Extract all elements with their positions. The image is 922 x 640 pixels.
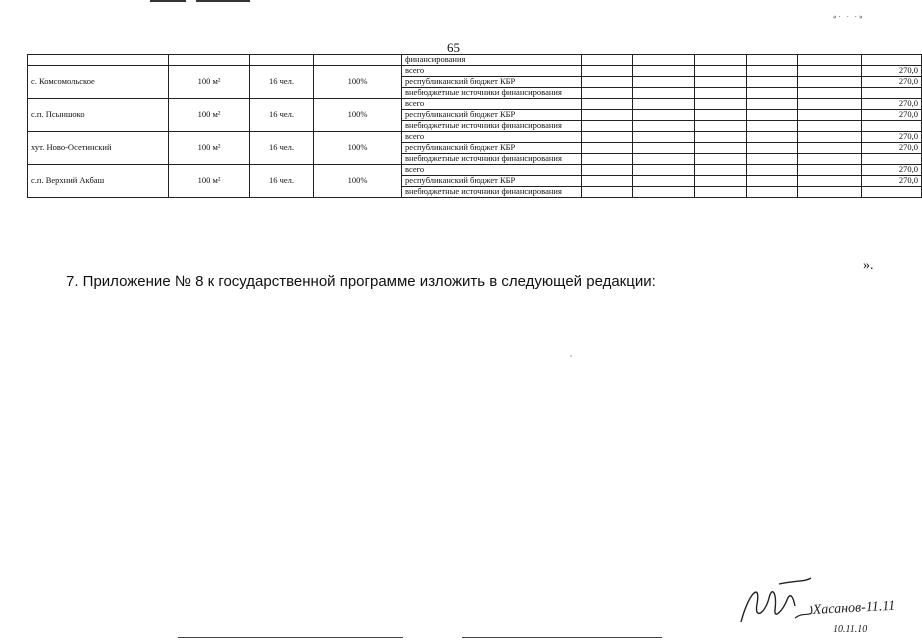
empty-cell: [169, 55, 250, 66]
funding-amount: [862, 121, 922, 132]
empty-cell: [798, 121, 862, 132]
empty-cell: [695, 88, 747, 99]
completion-percent: 100%: [314, 99, 402, 132]
empty-cell: [582, 187, 633, 198]
area-value: 100 м²: [169, 66, 250, 99]
empty-cell: [695, 99, 747, 110]
area-value: 100 м²: [169, 165, 250, 198]
handwritten-signature: [735, 570, 895, 638]
empty-cell: [250, 55, 314, 66]
empty-cell: [633, 99, 695, 110]
top-edge-line: [196, 0, 250, 2]
empty-cell: [633, 143, 695, 154]
funding-amount: [862, 187, 922, 198]
funding-source-label: республиканский бюджет КБР: [402, 176, 582, 187]
table-row: [28, 165, 922, 176]
empty-cell: [747, 88, 798, 99]
empty-cell: [582, 132, 633, 143]
empty-cell: [747, 187, 798, 198]
empty-cell: [695, 77, 747, 88]
empty-cell: [695, 176, 747, 187]
funding-source-label: республиканский бюджет КБР: [402, 110, 582, 121]
empty-cell: [695, 165, 747, 176]
empty-cell: [747, 66, 798, 77]
area-value: 100 м²: [169, 132, 250, 165]
empty-cell: [747, 110, 798, 121]
empty-cell: [633, 110, 695, 121]
instruction-paragraph: 7. Приложение № 8 к государственной программе изложить в следующей редакции:: [66, 273, 656, 290]
empty-cell: [695, 132, 747, 143]
empty-cell: [747, 55, 798, 66]
funding-source-label: всего: [402, 66, 582, 77]
table-row: [28, 55, 922, 66]
funding-source-label: всего: [402, 99, 582, 110]
empty-cell: [798, 110, 862, 121]
people-count: 16 чел.: [250, 66, 314, 99]
empty-cell: [798, 165, 862, 176]
empty-cell: [582, 165, 633, 176]
funding-source-label: республиканский бюджет КБР: [402, 143, 582, 154]
empty-cell: [582, 99, 633, 110]
empty-cell: [582, 110, 633, 121]
empty-cell: [695, 121, 747, 132]
funding-source-label: республиканский бюджет КБР: [402, 77, 582, 88]
empty-cell: [633, 77, 695, 88]
empty-cell: [862, 55, 922, 66]
settlement-name: с. Комсомольское: [28, 66, 169, 99]
funding-source-label: всего: [402, 132, 582, 143]
empty-cell: [582, 55, 633, 66]
people-count: 16 чел.: [250, 132, 314, 165]
funding-amount: [862, 154, 922, 165]
signature-date: 10.11.10: [833, 624, 868, 635]
completion-percent: 100%: [314, 165, 402, 198]
people-count: 16 чел.: [250, 99, 314, 132]
closing-quote: ».: [863, 258, 874, 273]
empty-cell: [633, 132, 695, 143]
empty-cell: [582, 154, 633, 165]
empty-cell: [582, 88, 633, 99]
settlement-name: с.п. Верхний Акбаш: [28, 165, 169, 198]
completion-percent: 100%: [314, 132, 402, 165]
empty-cell: [582, 143, 633, 154]
funding-source-label: внебюджетные источники финансирования: [402, 121, 582, 132]
settlement-name: с.п. Псыншоко: [28, 99, 169, 132]
empty-cell: [747, 154, 798, 165]
completion-percent: 100%: [314, 66, 402, 99]
funding-amount: 270,0: [862, 176, 922, 187]
funding-source-label: финансирования: [402, 55, 582, 66]
bottom-edge-line: [462, 637, 662, 638]
funding-amount: 270,0: [862, 99, 922, 110]
empty-cell: [633, 55, 695, 66]
empty-cell: [798, 66, 862, 77]
signature-text: Хасанов-11.11: [812, 598, 896, 618]
empty-cell: [798, 176, 862, 187]
empty-cell: [582, 77, 633, 88]
empty-cell: [28, 55, 169, 66]
empty-cell: [798, 132, 862, 143]
settlement-name: хут. Ново-Осетинский: [28, 132, 169, 165]
funding-amount: 270,0: [862, 110, 922, 121]
empty-cell: [633, 165, 695, 176]
funding-amount: 270,0: [862, 77, 922, 88]
empty-cell: [695, 143, 747, 154]
table-row: [28, 66, 922, 77]
empty-cell: [798, 143, 862, 154]
table-row: [28, 132, 922, 143]
empty-cell: [798, 187, 862, 198]
empty-cell: [747, 165, 798, 176]
scan-speck: [570, 355, 572, 357]
empty-cell: [633, 187, 695, 198]
empty-cell: [582, 66, 633, 77]
funding-source-label: внебюджетные источники финансирования: [402, 88, 582, 99]
empty-cell: [798, 154, 862, 165]
empty-cell: [695, 66, 747, 77]
empty-cell: [633, 176, 695, 187]
funding-amount: [862, 88, 922, 99]
empty-cell: [633, 121, 695, 132]
empty-cell: [798, 88, 862, 99]
empty-cell: [582, 176, 633, 187]
people-count: 16 чел.: [250, 165, 314, 198]
empty-cell: [633, 66, 695, 77]
budget-table: [27, 54, 922, 198]
empty-cell: [747, 176, 798, 187]
empty-cell: [695, 110, 747, 121]
funding-amount: 270,0: [862, 66, 922, 77]
funding-source-label: всего: [402, 165, 582, 176]
table-row: [28, 99, 922, 110]
funding-amount: 270,0: [862, 143, 922, 154]
empty-cell: [695, 55, 747, 66]
funding-amount: 270,0: [862, 165, 922, 176]
empty-cell: [798, 55, 862, 66]
area-value: 100 м²: [169, 99, 250, 132]
bottom-edge-line: [178, 637, 403, 638]
empty-cell: [747, 77, 798, 88]
page-number: 65: [447, 40, 460, 55]
funding-amount: 270,0: [862, 132, 922, 143]
empty-cell: [747, 99, 798, 110]
empty-cell: [314, 55, 402, 66]
top-edge-line: [150, 0, 186, 2]
empty-cell: [747, 143, 798, 154]
empty-cell: [747, 132, 798, 143]
empty-cell: [798, 99, 862, 110]
empty-cell: [798, 77, 862, 88]
empty-cell: [582, 121, 633, 132]
corner-mark: «· · ·»: [833, 13, 865, 21]
empty-cell: [747, 121, 798, 132]
empty-cell: [633, 88, 695, 99]
funding-source-label: внебюджетные источники финансирования: [402, 154, 582, 165]
empty-cell: [695, 187, 747, 198]
empty-cell: [633, 154, 695, 165]
empty-cell: [695, 154, 747, 165]
funding-source-label: внебюджетные источники финансирования: [402, 187, 582, 198]
